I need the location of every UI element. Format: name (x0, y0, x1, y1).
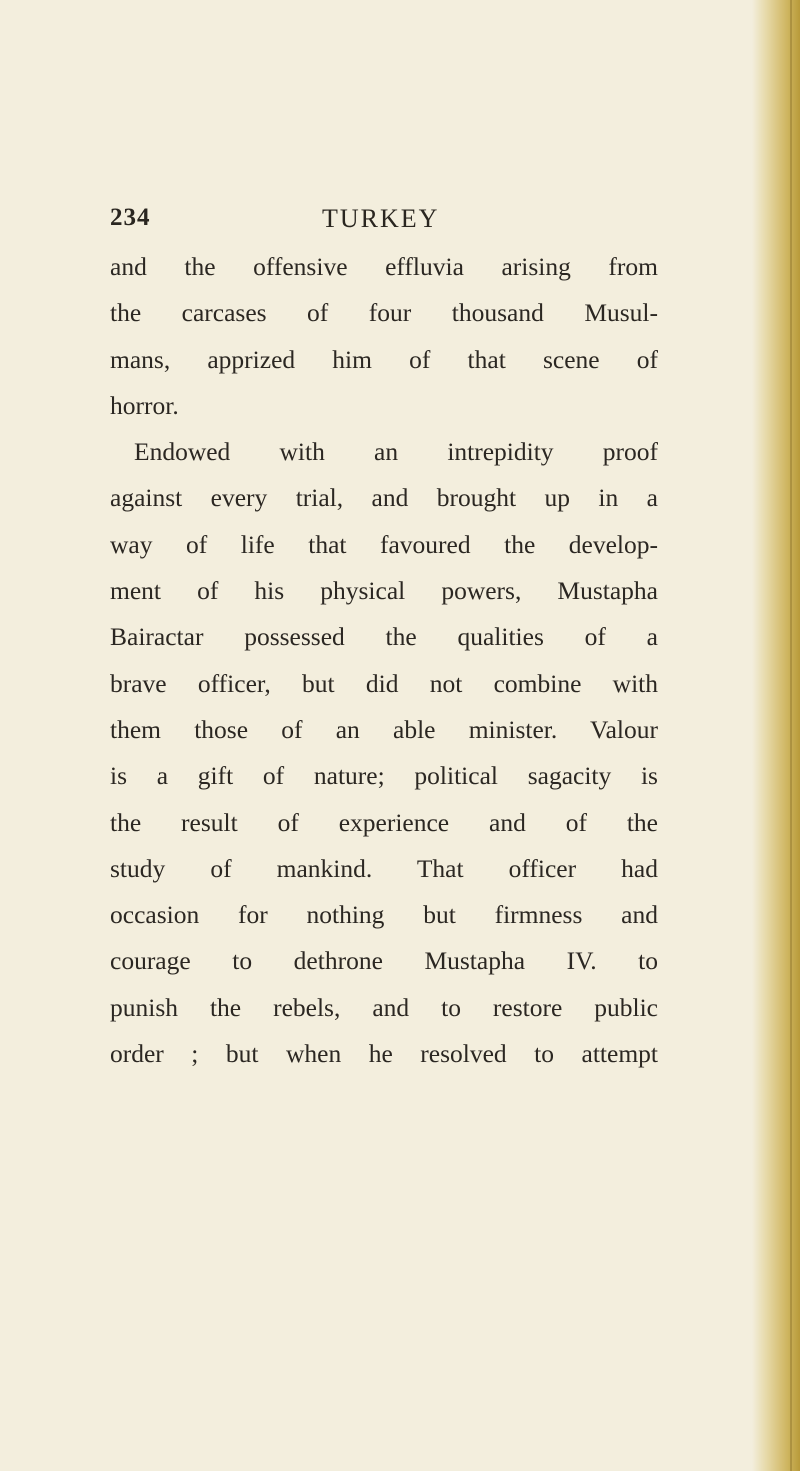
text-line: courage to dethrone Mustapha IV. to (110, 946, 658, 976)
text-line: occasion for nothing but firmness and (110, 900, 658, 930)
text-line: Endowed with an intrepidity proof (134, 437, 658, 467)
text-line: the carcases of four thousand Musul- (110, 298, 658, 328)
page-number: 234 (110, 204, 151, 231)
text-line: study of mankind. That officer had (110, 853, 658, 883)
text-line: horror. (110, 390, 179, 420)
page-header (110, 204, 670, 240)
text-line: Bairactar possessed the qualities of a (110, 622, 658, 652)
text-line: order ; but when he resolved to attempt (110, 1039, 658, 1069)
running-title: TURKEY (322, 204, 440, 233)
page-edge-shadow (790, 0, 792, 1471)
text-line: and the offensive effluvia arising from (110, 252, 658, 281)
text-line: brave officer, but did not combine with (110, 668, 658, 698)
text-line: them those of an able minister. Valour (110, 714, 658, 744)
text-line: the result of experience and of the (110, 807, 658, 837)
text-line: way of life that favoured the develop- (110, 529, 658, 559)
text-line: ment of his physical powers, Mustapha (110, 576, 658, 606)
text-line: punish the rebels, and to restore public (110, 992, 658, 1022)
body-text (110, 244, 658, 1077)
text-line: mans, apprized him of that scene of (110, 344, 658, 374)
page-edge (752, 0, 800, 1471)
text-line: against every trial, and brought up in a (110, 483, 658, 513)
text-line: is a gift of nature; political sagacity is (110, 761, 658, 791)
